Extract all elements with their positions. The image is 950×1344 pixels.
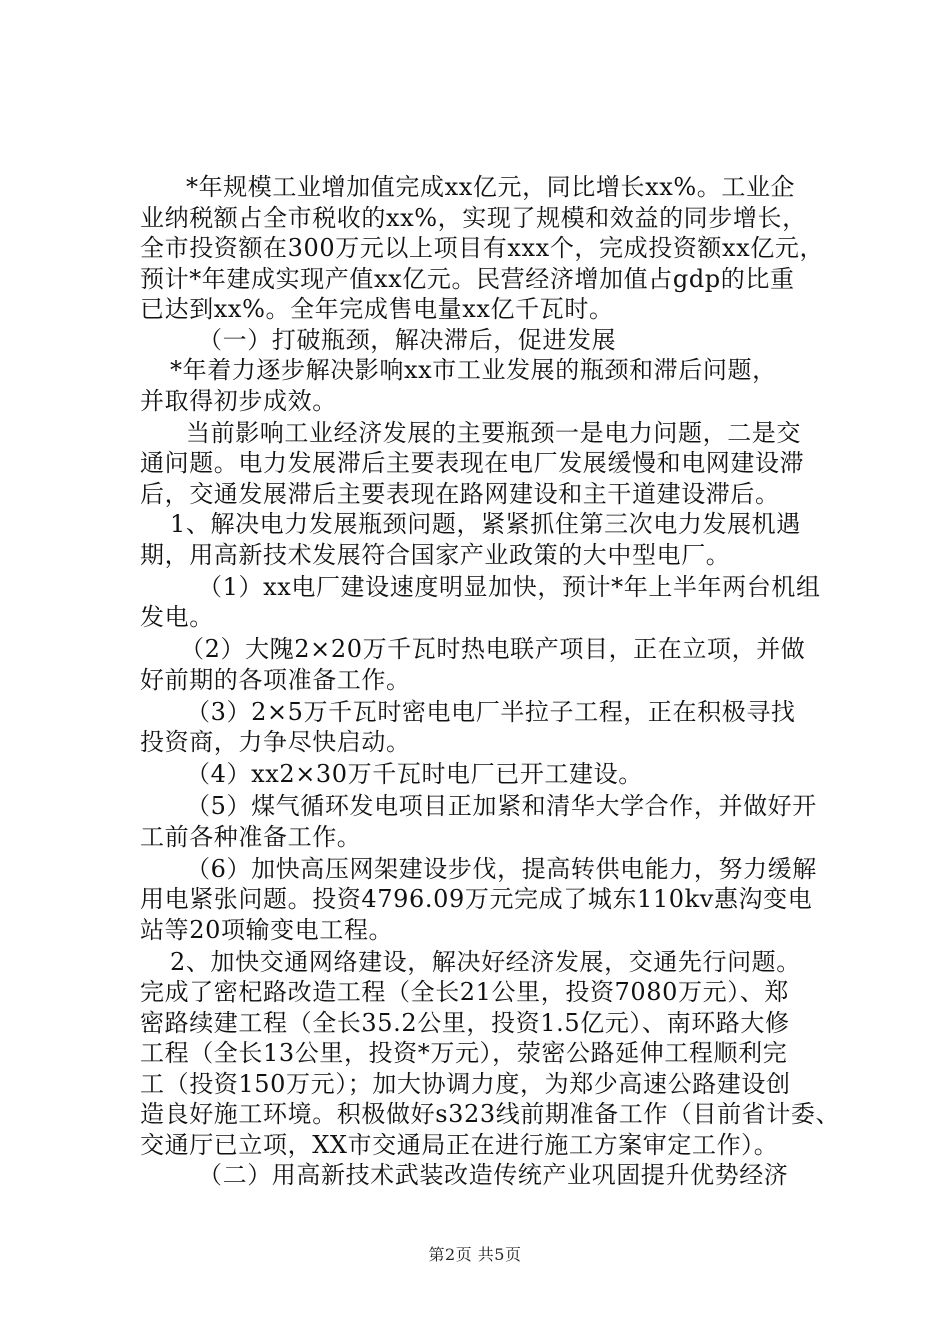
text-line: 1、解决电力发展瓶颈问题，紧紧抓住第三次电力发展机遇 [170,510,801,538]
list-item: （2）大隗2×20万千瓦时热电联产项目，正在立项，并做 [180,635,806,663]
text-line: 全市投资额在300万元以上项目有xxx个，完成投资额xx亿元， [140,234,825,262]
list-item: （3）2×5万千瓦时密电电厂半拉子工程，正在积极寻找 [186,697,796,726]
text-line: 已达到xx%。全年完成售电量xx亿千瓦时。 [140,295,614,323]
text-line: 站等20项输变电工程。 [140,915,394,944]
text-line: 后，交通发展滞后主要表现在路网建设和主干道建设滞后。 [140,479,780,508]
text-line: 工（投资150万元）；加大协调力度，为郑少高速公路建设创 [140,1069,791,1098]
list-item: （6）加快高压网架建设步伐，提高转供电能力，努力缓解 [186,854,817,883]
text-line: 好前期的各项准备工作。 [140,665,411,694]
list-item: （5）煤气循环发电项目正加紧和清华大学合作，并做好开 [186,792,817,820]
text-line: 发电。 [140,603,214,631]
text-line: 业纳税额占全市税收的xx%，实现了规模和效益的同步增长， [140,203,807,232]
section-heading: （一）打破瓶颈，解决滞后，促进发展 [198,325,617,354]
text-line: 工程（全长13公里，投资*万元），荥密公路延伸工程顺利完 [140,1039,788,1067]
text-line: 用电紧张问题。投资4796.09万元完成了城东110kv惠沟变电 [140,885,813,913]
text-line: *年规模工业增加值完成xx亿元，同比增长xx%。工业企 [186,173,796,201]
text-line: 预计*年建成实现产值xx亿元。民营经济增加值占gdp的比重 [140,264,795,293]
text-line: 2、加快交通网络建设，解决好经济发展，交通先行问题。 [170,947,801,976]
list-item: （1）xx电厂建设速度明显加快，预计*年上半年两台机组 [198,572,821,601]
text-line: 密路续建工程（全长35.2公里，投资1.5亿元）、南环路大修 [140,1008,790,1037]
page-footer: 第2页 共5页 [428,1245,522,1264]
text-line: 通问题。电力发展滞后主要表现在电厂发展缓慢和电网建设滞 [140,449,805,477]
text-line: 并取得初步成效。 [140,386,337,415]
text-line: 造良好施工环境。积极做好s323线前期准备工作（目前省计委、 [140,1100,841,1128]
text-line: 交通厅已立项，XX市交通局正在进行施工方案审定工作）。 [140,1130,779,1159]
text-line: 完成了密杞路改造工程（全长21公里，投资7080万元）、郑 [140,978,790,1006]
list-item: （4）xx2×30万千瓦时电厂已开工建设。 [186,760,643,788]
text-line: 投资商，力争尽快启动。 [140,728,411,756]
document-body [140,172,841,1191]
section-heading: （二）用高新技术武装改造传统产业巩固提升优势经济 [198,1161,789,1189]
text-line: 工前各种准备工作。 [140,822,362,851]
text-line: *年着力逐步解决影响xx市工业发展的瓶颈和滞后问题， [170,356,777,384]
text-line: 当前影响工业经济发展的主要瓶颈一是电力问题，二是交 [186,418,801,447]
text-line: 期，用高新技术发展符合国家产业政策的大中型电厂。 [140,540,731,569]
